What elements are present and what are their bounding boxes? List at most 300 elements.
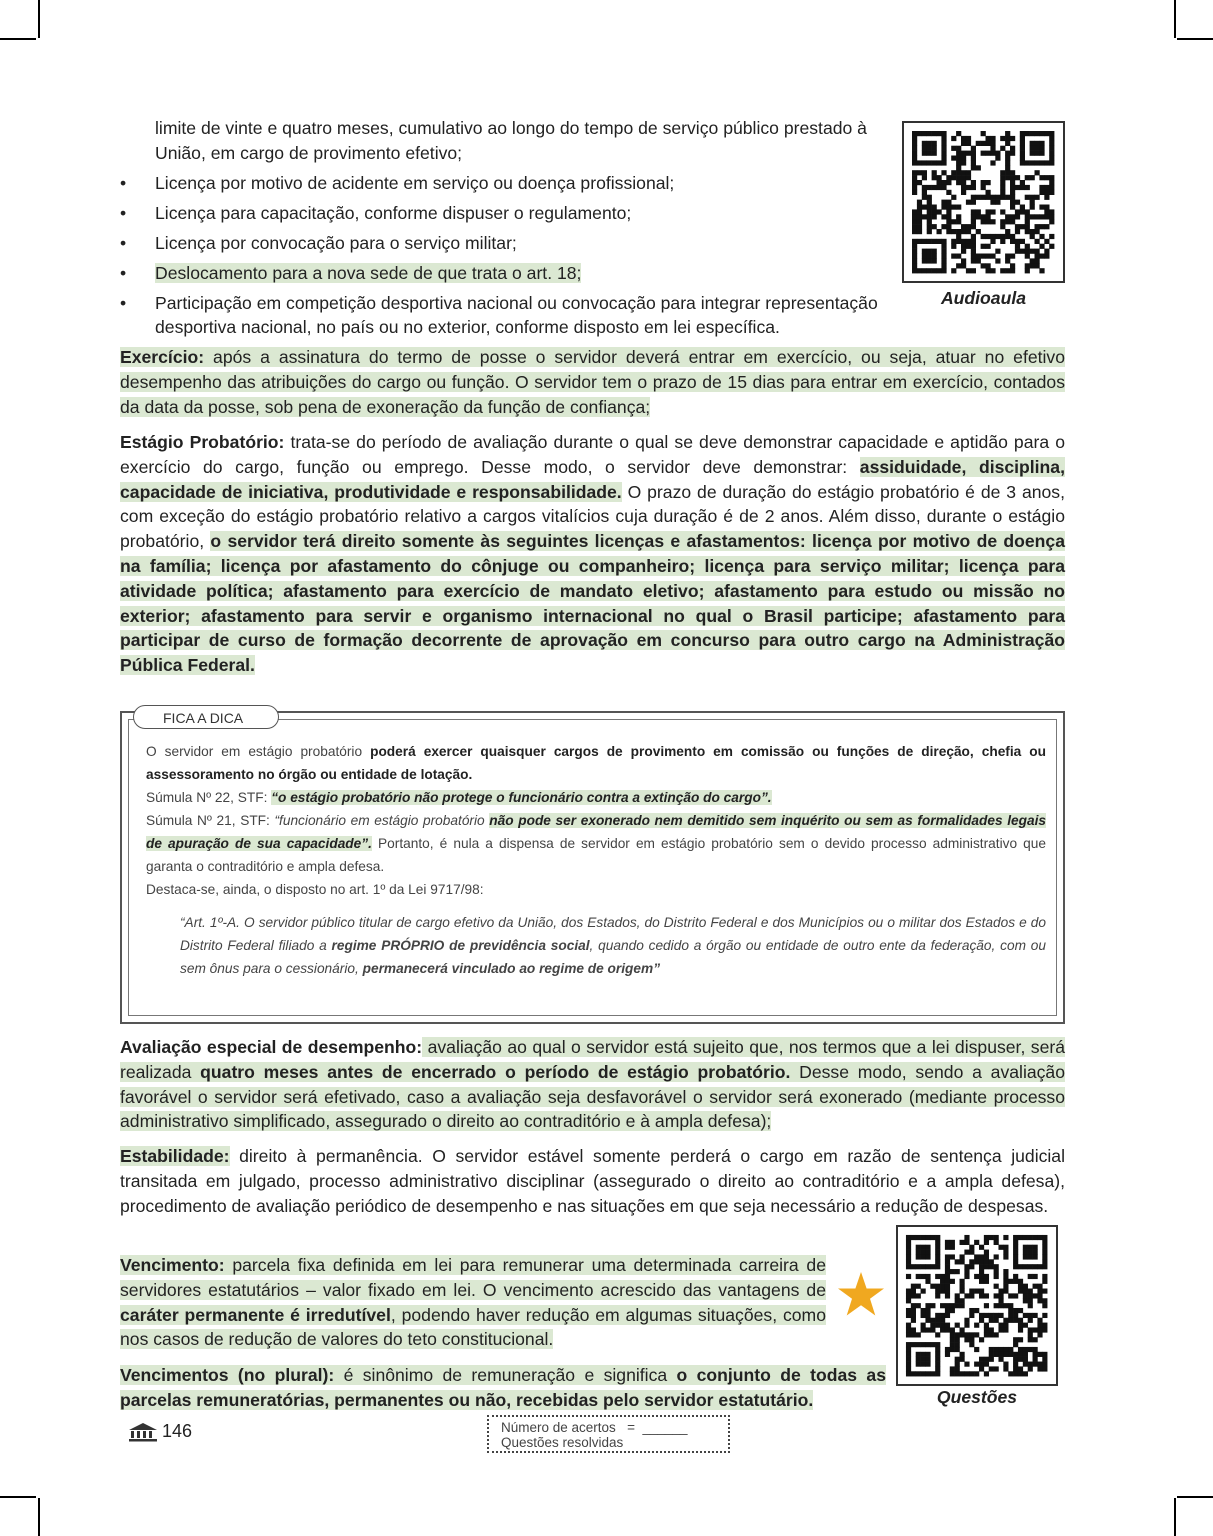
qr-module: [961, 224, 966, 229]
qr-module: [930, 1235, 935, 1240]
qr-module: [964, 1235, 969, 1240]
qr-module: [956, 234, 961, 239]
qr-module: [990, 136, 995, 141]
qr-module: [932, 141, 937, 146]
qr-module: [1013, 1366, 1018, 1371]
qr-module: [935, 1250, 940, 1255]
qr-module: [941, 141, 946, 146]
qr-module: [956, 165, 961, 170]
qr-module: [1044, 185, 1049, 190]
qr-module: [1037, 1289, 1042, 1294]
qr-module: [917, 131, 922, 136]
qr-module: [1010, 219, 1015, 224]
qr-module: [984, 1264, 989, 1269]
qr-module: [927, 219, 932, 224]
qr-module: [950, 1342, 955, 1347]
qr-module: [994, 1269, 999, 1274]
qr-module: [940, 1323, 945, 1328]
questoes-qr-code[interactable]: [896, 1225, 1058, 1386]
qr-module: [966, 200, 971, 205]
qr-module: [1010, 151, 1015, 156]
qr-module: [940, 1274, 945, 1279]
list-item: • Licença por convocação para o serviço militar;: [120, 232, 517, 253]
qr-module: [964, 1264, 969, 1269]
qr-module: [906, 1293, 911, 1298]
qr-module: [1005, 165, 1010, 170]
qr-module: [941, 244, 946, 249]
qr-module: [1003, 1323, 1008, 1328]
qr-module: [1037, 1298, 1042, 1303]
qr-module: [960, 1289, 965, 1294]
qr-module: [1013, 1264, 1018, 1269]
qr-module: [981, 185, 986, 190]
qr-module: [927, 268, 932, 273]
qr-module: [966, 185, 971, 190]
qr-module: [925, 1235, 930, 1240]
qr-module: [935, 1366, 940, 1371]
qr-module: [927, 141, 932, 146]
qr-module: [964, 1318, 969, 1323]
crop-mark: [1174, 0, 1176, 38]
qr-module: [1042, 1313, 1047, 1318]
qr-module: [994, 1303, 999, 1308]
qr-module: [1037, 1323, 1042, 1328]
qr-module: [1013, 1274, 1018, 1279]
qr-module: [946, 214, 951, 219]
qr-module: [951, 175, 956, 180]
qr-module: [990, 219, 995, 224]
list-item: • Licença por motivo de acidente em serviço ou doença profissional;: [120, 172, 675, 193]
qr-module: [1042, 1289, 1047, 1294]
qr-module: [935, 1235, 940, 1240]
qr-module: [945, 1245, 950, 1250]
qr-module: [925, 1313, 930, 1318]
qr-module: [1008, 1308, 1013, 1313]
qr-module: [1025, 254, 1030, 259]
qr-module: [906, 1323, 911, 1328]
crop-mark: [0, 1496, 36, 1498]
qr-module: [1030, 205, 1035, 210]
qr-module: [1028, 1274, 1033, 1279]
qr-module: [1035, 146, 1040, 151]
qr-module: [921, 1371, 926, 1376]
qr-module: [932, 224, 937, 229]
qr-module: [955, 1332, 960, 1337]
qr-module: [917, 229, 922, 234]
qr-module: [937, 209, 942, 214]
qr-module: [981, 131, 986, 136]
qr-module: [1010, 268, 1015, 273]
qr-module: [922, 254, 927, 259]
qr-module: [935, 1284, 940, 1289]
qr-module: [906, 1298, 911, 1303]
qr-module: [960, 1279, 965, 1284]
qr-module: [1028, 1250, 1033, 1255]
qr-module: [1003, 1250, 1008, 1255]
qr-module: [1013, 1337, 1018, 1342]
qr-module: [1020, 141, 1025, 146]
qr-module: [1018, 1308, 1023, 1313]
qr-module: [1020, 239, 1025, 244]
qr-module: [986, 268, 991, 273]
qr-module: [1018, 1327, 1023, 1332]
qr-module: [961, 244, 966, 249]
qr-module: [932, 160, 937, 165]
qr-module: [911, 1318, 916, 1323]
qr-module: [940, 1327, 945, 1332]
qr-module: [945, 1313, 950, 1318]
qr-module: [961, 160, 966, 165]
qr-module: [979, 1269, 984, 1274]
qr-module: [1028, 1337, 1033, 1342]
qr-module: [1000, 190, 1005, 195]
qr-module: [955, 1366, 960, 1371]
qr-module: [927, 258, 932, 263]
qr-module: [925, 1308, 930, 1313]
qr-module: [969, 1371, 974, 1376]
qr-module: [927, 249, 932, 254]
qr-module: [922, 185, 927, 190]
qr-module: [976, 214, 981, 219]
qr-module: [984, 1259, 989, 1264]
qr-module: [1030, 263, 1035, 268]
qr-module: [941, 146, 946, 151]
qr-module: [1025, 249, 1030, 254]
qr-module: [1015, 249, 1020, 254]
qr-module: [950, 1240, 955, 1245]
qr-module: [935, 1245, 940, 1250]
qr-module: [960, 1327, 965, 1332]
qr-module: [984, 1303, 989, 1308]
qr-module: [1044, 195, 1049, 200]
institution-icon: [128, 1422, 158, 1442]
qr-module: [1013, 1245, 1018, 1250]
qr-module: [966, 136, 971, 141]
crop-mark: [38, 0, 40, 38]
avaliacao-paragraph: Avaliação especial de desempenho: avaliação ao qual o servidor está sujeito que, nos termos que a lei dispuser, será realizada quatro meses antes de encerrado o período de estágio probatório. Desse modo, sendo a avaliação favorável o servidor será efetivado, caso a avaliação seja desfavorável o servidor será exonerado (mediante processo administrativo simplificado, assegurado o direito ao contraditório e à ampla defesa);: [120, 1037, 1065, 1132]
qr-module: [971, 165, 976, 170]
qr-module: [912, 263, 917, 268]
qr-module: [1039, 141, 1044, 146]
qr-module: [951, 239, 956, 244]
qr-module: [912, 258, 917, 263]
qr-module: [1049, 190, 1054, 195]
qr-module: [925, 1279, 930, 1284]
qr-module: [917, 268, 922, 273]
qr-module: [1030, 131, 1035, 136]
list-item: • Licença para capacitação, conforme dispuser o regulamento;: [120, 202, 632, 223]
qr-module: [1039, 234, 1044, 239]
qr-module: [906, 1274, 911, 1279]
qr-module: [951, 244, 956, 249]
qr-module: [969, 1264, 974, 1269]
qr-module: [989, 1235, 994, 1240]
qr-module: [994, 1332, 999, 1337]
qr-module: [986, 254, 991, 259]
qr-module: [1049, 244, 1054, 249]
qr-module: [906, 1264, 911, 1269]
qr-module: [994, 1235, 999, 1240]
qr-module: [969, 1293, 974, 1298]
qr-module: [1039, 151, 1044, 156]
qr-module: [971, 146, 976, 151]
qr-module: [960, 1352, 965, 1357]
qr-module: [1018, 1352, 1023, 1357]
qr-module: [906, 1352, 911, 1357]
qr-module: [1003, 1235, 1008, 1240]
qr-module: [921, 1254, 926, 1259]
qr-module: [998, 1298, 1003, 1303]
qr-module: [955, 1362, 960, 1367]
qr-module: [916, 1352, 921, 1357]
qr-module: [966, 175, 971, 180]
qr-module: [911, 1293, 916, 1298]
qr-module: [979, 1274, 984, 1279]
qr-module: [1044, 205, 1049, 210]
qr-module: [927, 185, 932, 190]
qr-module: [927, 209, 932, 214]
qr-module: [1030, 146, 1035, 151]
qr-module: [932, 268, 937, 273]
qr-module: [1044, 239, 1049, 244]
qr-module: [1010, 146, 1015, 151]
qr-module: [974, 1347, 979, 1352]
qr-module: [1013, 1313, 1018, 1318]
audioaula-qr-code[interactable]: [902, 121, 1065, 283]
qr-module: [971, 239, 976, 244]
qr-module: [941, 214, 946, 219]
qr-module: [989, 1327, 994, 1332]
qr-module: [974, 1259, 979, 1264]
license-list: [120, 116, 892, 345]
qr-module: [971, 258, 976, 263]
qr-module: [906, 1254, 911, 1259]
qr-module: [1030, 175, 1035, 180]
qr-module: [1049, 180, 1054, 185]
qr-module: [927, 146, 932, 151]
qr-module: [1023, 1323, 1028, 1328]
qr-module: [950, 1308, 955, 1313]
qr-module: [935, 1342, 940, 1347]
qr-module: [1039, 131, 1044, 136]
qr-module: [1003, 1279, 1008, 1284]
qr-module: [979, 1279, 984, 1284]
qr-module: [922, 151, 927, 156]
qr-module: [1013, 1357, 1018, 1362]
qr-module: [994, 1254, 999, 1259]
qr-module: [911, 1332, 916, 1337]
score-box[interactable]: Número de acertos = ______ Questões resolvidas: [487, 1415, 730, 1453]
qr-module: [917, 219, 922, 224]
qr-module: [1020, 136, 1025, 141]
qr-module: [956, 146, 961, 151]
qr-module: [951, 195, 956, 200]
qr-module: [1020, 180, 1025, 185]
qr-module: [1015, 224, 1020, 229]
qr-module: [932, 131, 937, 136]
qr-module: [916, 1274, 921, 1279]
qr-module: [1000, 175, 1005, 180]
qr-module: [916, 1332, 921, 1337]
qr-module: [1039, 205, 1044, 210]
qr-module: [1020, 160, 1025, 165]
qr-module: [1013, 1240, 1018, 1245]
qr-module: [989, 1366, 994, 1371]
qr-module: [1028, 1289, 1033, 1294]
qr-module: [990, 141, 995, 146]
qr-module: [995, 156, 1000, 161]
qr-module: [932, 239, 937, 244]
qr-module: [937, 160, 942, 165]
qr-module: [1025, 224, 1030, 229]
qr-code-icon: [904, 123, 1063, 281]
qr-module: [984, 1323, 989, 1328]
qr-module: [950, 1332, 955, 1337]
qr-module: [961, 185, 966, 190]
qr-module: [998, 1289, 1003, 1294]
qr-module: [998, 1327, 1003, 1332]
qr-module: [995, 258, 1000, 263]
qr-module: [1039, 254, 1044, 259]
qr-module: [989, 1347, 994, 1352]
qr-module: [979, 1289, 984, 1294]
qr-module: [1033, 1352, 1038, 1357]
qr-module: [961, 229, 966, 234]
qr-module: [941, 268, 946, 273]
qr-module: [979, 1293, 984, 1298]
qr-module: [969, 1342, 974, 1347]
qr-module: [994, 1293, 999, 1298]
list-item: • Participação em competição desportiva nacional ou convocação para integrar representação desportiva nacional, no país ou no exterior, conforme disposto em lei específica.: [120, 292, 878, 337]
qr-module: [961, 258, 966, 263]
qr-module: [921, 1352, 926, 1357]
qr-module: [974, 1254, 979, 1259]
qr-module: [906, 1308, 911, 1313]
qr-module: [989, 1259, 994, 1264]
qr-module: [917, 180, 922, 185]
qr-module: [981, 151, 986, 156]
qr-module: [925, 1318, 930, 1323]
qr-module: [1008, 1371, 1013, 1376]
qr-module: [961, 141, 966, 146]
qr-module: [976, 195, 981, 200]
qr-module: [1003, 1327, 1008, 1332]
qr-module: [1033, 1327, 1038, 1332]
qr-module: [925, 1250, 930, 1255]
qr-module: [976, 254, 981, 259]
qr-module: [1035, 249, 1040, 254]
qr-module: [1035, 170, 1040, 175]
qr-module: [922, 131, 927, 136]
qr-module: [1000, 195, 1005, 200]
qr-module: [1015, 239, 1020, 244]
qr-module: [922, 239, 927, 244]
qr-module: [969, 1289, 974, 1294]
qr-module: [1033, 1347, 1038, 1352]
qr-module: [1039, 244, 1044, 249]
qr-module: [960, 1303, 965, 1308]
qr-module: [1023, 1357, 1028, 1362]
qr-module: [927, 200, 932, 205]
qr-module: [951, 170, 956, 175]
qr-module: [1030, 234, 1035, 239]
qr-module: [1028, 1347, 1033, 1352]
qr-module: [935, 1254, 940, 1259]
qr-module: [974, 1332, 979, 1337]
qr-module: [916, 1362, 921, 1367]
qr-module: [990, 151, 995, 156]
qr-module: [1008, 1279, 1013, 1284]
qr-module: [971, 200, 976, 205]
qr-module: [960, 1284, 965, 1289]
qr-module: [979, 1313, 984, 1318]
qr-module: [1018, 1318, 1023, 1323]
qr-module: [1013, 1318, 1018, 1323]
qr-module: [945, 1279, 950, 1284]
qr-module: [1037, 1352, 1042, 1357]
qr-module: [1042, 1298, 1047, 1303]
qr-caption: Audioaula: [940, 288, 1027, 308]
qr-module: [912, 249, 917, 254]
qr-module: [1025, 229, 1030, 234]
qr-module: [1039, 190, 1044, 195]
qr-module: [1033, 1313, 1038, 1318]
qr-module: [921, 1289, 926, 1294]
qr-module: [935, 1347, 940, 1352]
qr-module: [941, 249, 946, 254]
qr-module: [1035, 263, 1040, 268]
qr-module: [1005, 254, 1010, 259]
qr-module: [1049, 209, 1054, 214]
qr-module: [966, 141, 971, 146]
qr-module: [1035, 151, 1040, 156]
crop-mark: [1174, 1498, 1176, 1536]
qr-module: [955, 1259, 960, 1264]
qr-module: [1003, 1289, 1008, 1294]
qr-module: [1030, 229, 1035, 234]
qr-module: [1005, 151, 1010, 156]
qr-module: [1013, 1259, 1018, 1264]
qr-module: [945, 1289, 950, 1294]
qr-module: [998, 1245, 1003, 1250]
qr-module: [1000, 209, 1005, 214]
qr-module: [1013, 1235, 1018, 1240]
qr-module: [1010, 136, 1015, 141]
qr-module: [1015, 185, 1020, 190]
qr-module: [990, 268, 995, 273]
qr-module: [971, 180, 976, 185]
qr-module: [1008, 1352, 1013, 1357]
qr-module: [1018, 1323, 1023, 1328]
qr-module: [911, 1327, 916, 1332]
qr-module: [1013, 1293, 1018, 1298]
qr-module: [1023, 1254, 1028, 1259]
qr-module: [951, 136, 956, 141]
qr-module: [1018, 1284, 1023, 1289]
qr-module: [969, 1313, 974, 1318]
crop-mark: [38, 1498, 40, 1536]
qr-module: [1035, 141, 1040, 146]
page-number: 146: [162, 1421, 193, 1441]
qr-module: [981, 219, 986, 224]
qr-module: [945, 1323, 950, 1328]
qr-module: [1035, 229, 1040, 234]
qr-module: [917, 239, 922, 244]
qr-module: [955, 1323, 960, 1328]
qr-module: [956, 170, 961, 175]
qr-module: [1035, 258, 1040, 263]
qr-module: [969, 1308, 974, 1313]
